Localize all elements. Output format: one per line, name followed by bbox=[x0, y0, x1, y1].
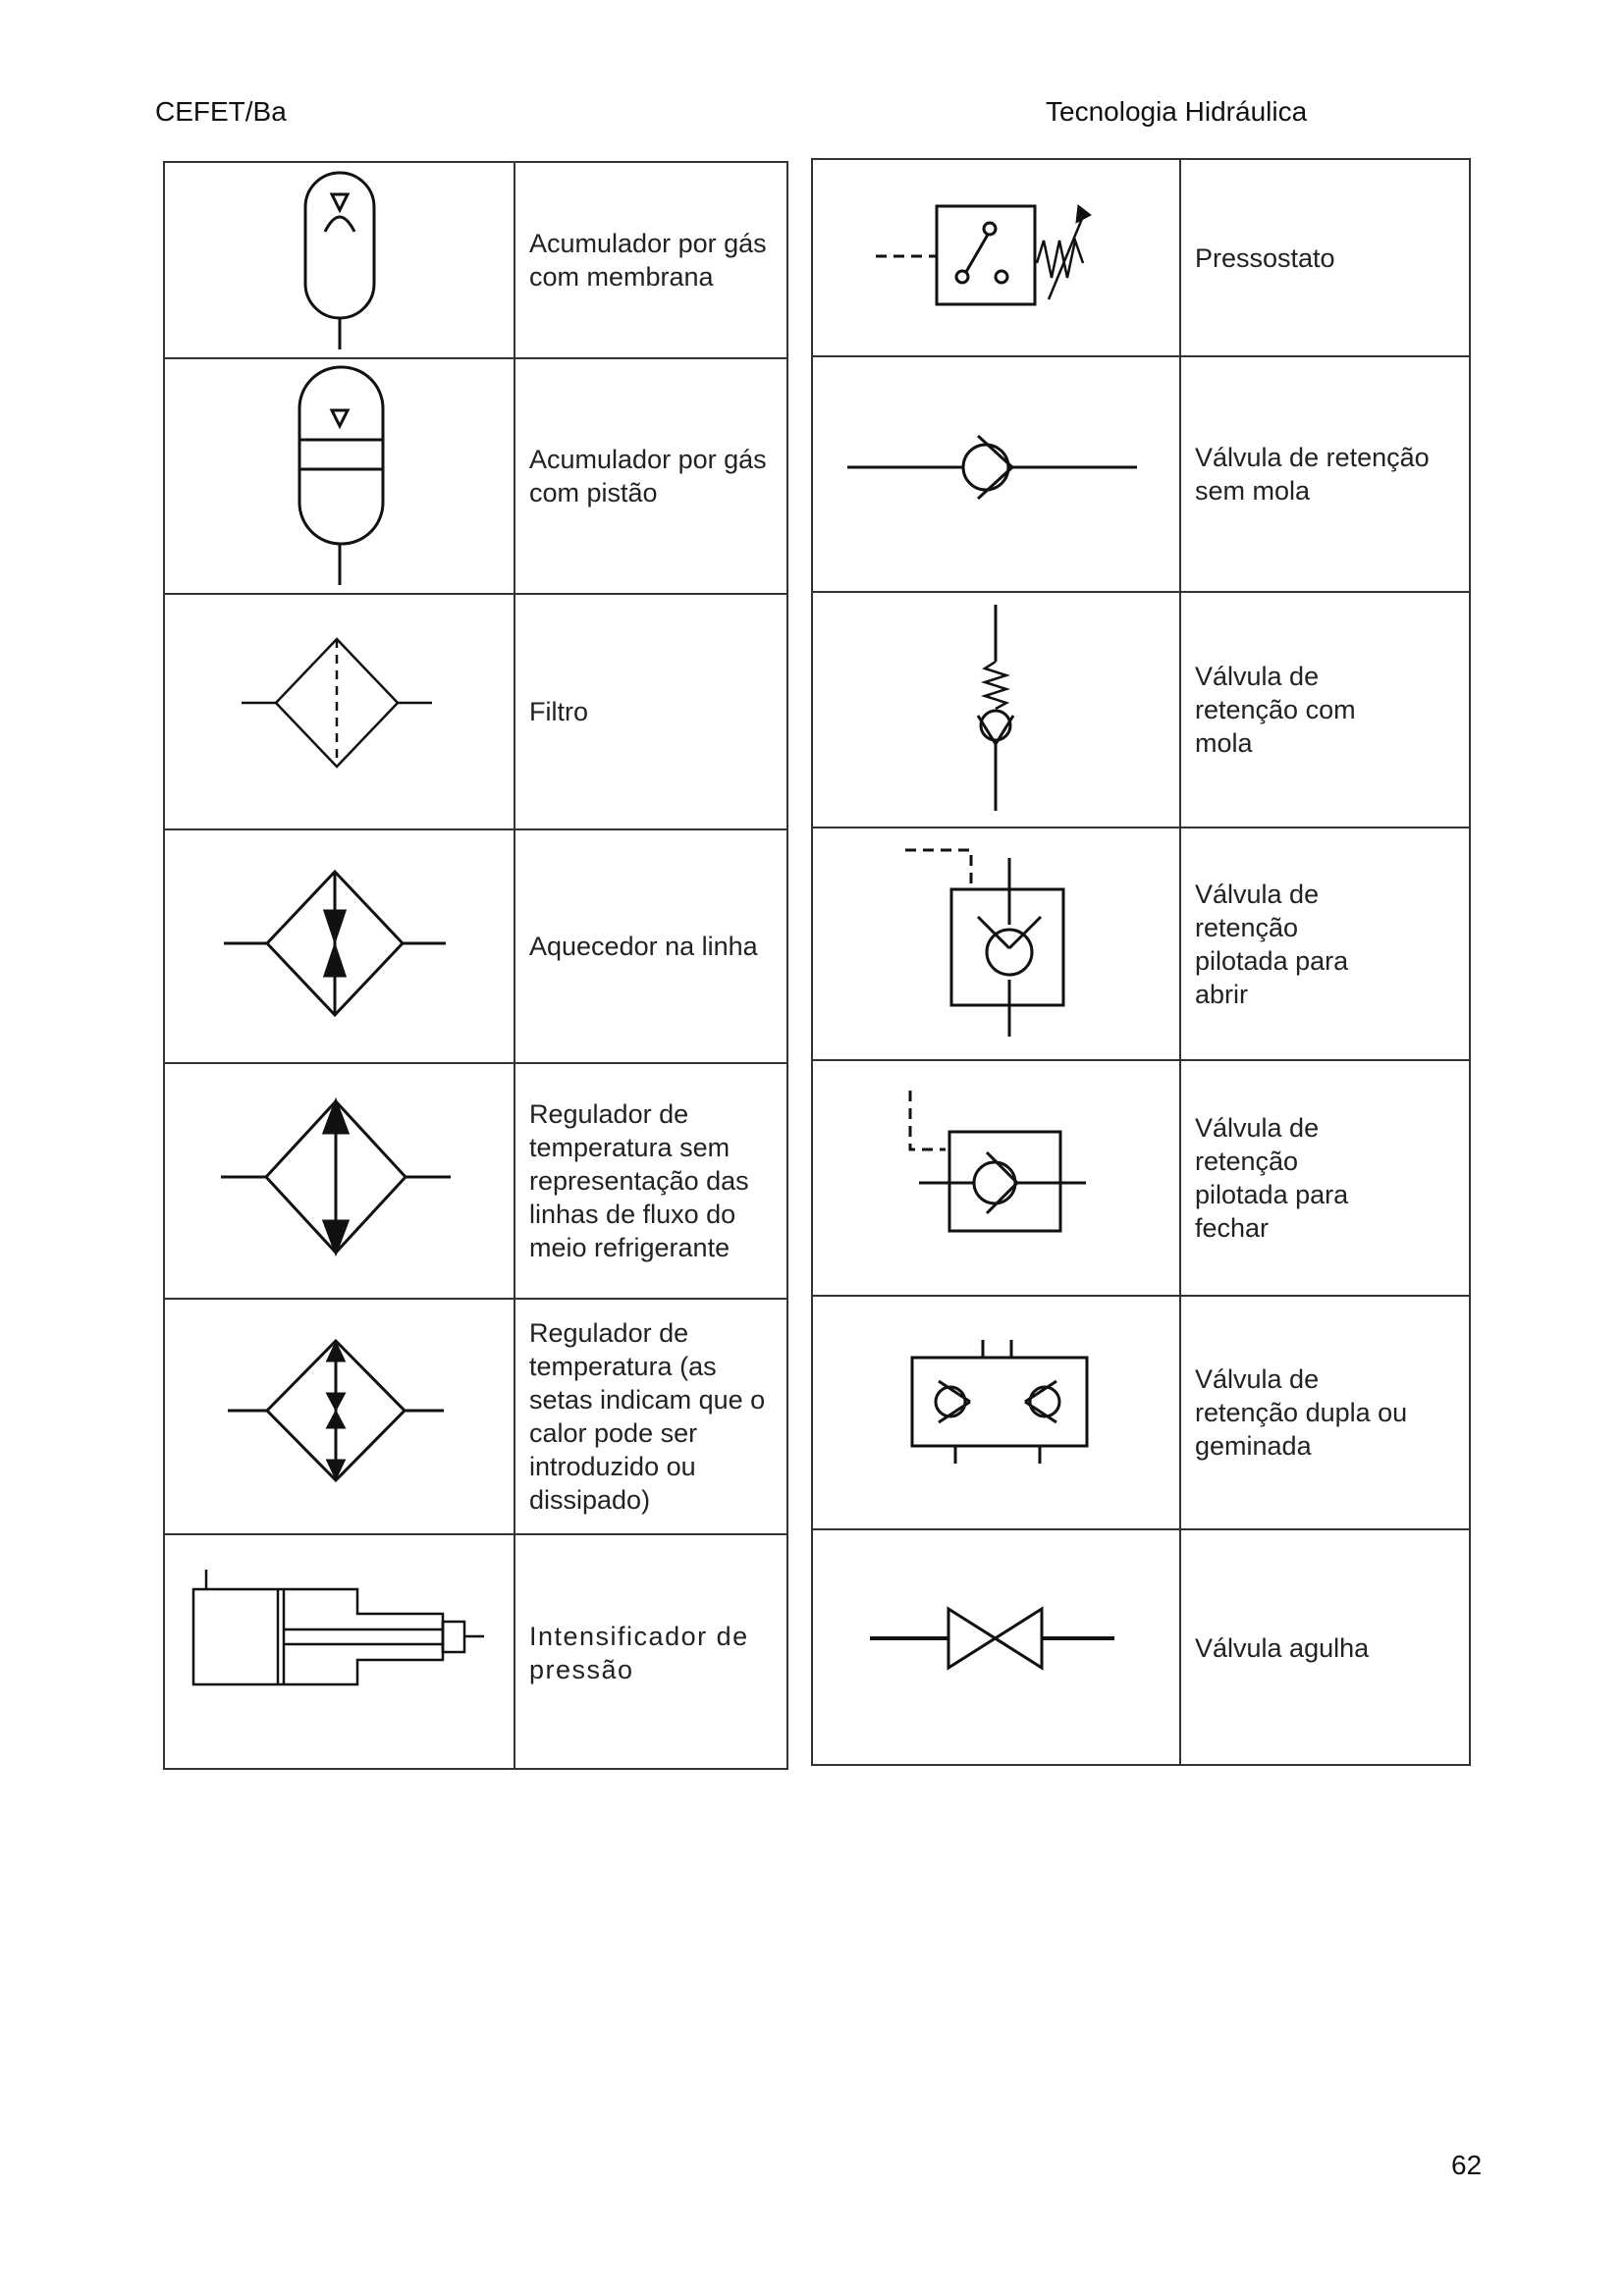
needle-valve-symbol bbox=[813, 1530, 1179, 1766]
symbol-label: Válvula agulha bbox=[1195, 1633, 1370, 1663]
symbol-label: Válvula de retenção com mola bbox=[1195, 662, 1356, 758]
left-symbol-table bbox=[163, 161, 788, 1770]
symbol-label: Regulador de temperatura sem representação das linhas de fluxo do meio refrigerante bbox=[529, 1099, 749, 1262]
symbol-cell bbox=[813, 1061, 1181, 1295]
table-row bbox=[813, 357, 1469, 593]
pilot-check-valve-open-symbol bbox=[813, 828, 1179, 1061]
symbol-cell bbox=[813, 1530, 1181, 1766]
filter-symbol bbox=[165, 595, 514, 830]
symbol-cell bbox=[165, 1064, 515, 1298]
symbol-label: Válvula de retenção sem mola bbox=[1195, 443, 1430, 506]
symbol-label: Válvula de retenção pilotada para abrir bbox=[1195, 879, 1349, 1009]
table-row bbox=[165, 1300, 786, 1535]
symbol-label: Aquecedor na linha bbox=[529, 932, 758, 961]
symbol-cell bbox=[813, 160, 1181, 355]
page-number: 62 bbox=[1451, 2150, 1483, 2180]
symbol-cell bbox=[165, 1535, 515, 1770]
table-row bbox=[813, 593, 1469, 828]
table-row bbox=[165, 163, 786, 359]
check-valve-no-spring-symbol bbox=[813, 357, 1179, 593]
symbol-cell bbox=[165, 1300, 515, 1533]
symbol-cell bbox=[165, 359, 515, 593]
symbol-label: Pressostato bbox=[1195, 242, 1335, 273]
symbol-label: Intensificador de pressão bbox=[529, 1621, 749, 1684]
symbol-label: Acumulador por gás com pistão bbox=[529, 445, 767, 507]
table-row bbox=[813, 1530, 1469, 1766]
symbol-label: Regulador de temperatura (as setas indicam que o calor pode ser introduzido ou dissipado) bbox=[529, 1318, 766, 1515]
header-left: CEFET/Ba bbox=[155, 96, 287, 127]
symbol-cell bbox=[813, 1297, 1181, 1528]
symbol-cell bbox=[813, 593, 1181, 827]
symbol-cell bbox=[165, 595, 515, 828]
symbol-label: Válvula de retenção pilotada para fechar bbox=[1195, 1113, 1349, 1243]
symbol-cell bbox=[165, 163, 515, 357]
right-symbol-table bbox=[811, 158, 1471, 1766]
table-row bbox=[165, 359, 786, 595]
table-row bbox=[165, 1064, 786, 1300]
table-row bbox=[813, 1297, 1469, 1530]
header-right: Tecnologia Hidráulica bbox=[1046, 96, 1308, 127]
symbol-label: Filtro bbox=[529, 697, 588, 726]
temperature-regulator-bidirectional-symbol bbox=[165, 1300, 514, 1535]
symbol-cell bbox=[165, 830, 515, 1062]
pilot-check-valve-close-symbol bbox=[813, 1061, 1179, 1297]
temperature-regulator-symbol bbox=[165, 1064, 514, 1300]
symbol-cell bbox=[813, 828, 1181, 1059]
accumulator-piston-symbol bbox=[165, 359, 514, 595]
heater-symbol bbox=[165, 830, 514, 1064]
accumulator-membrane-symbol bbox=[165, 163, 514, 359]
symbol-label: Acumulador por gás com membrana bbox=[529, 229, 767, 292]
check-valve-spring-symbol bbox=[813, 593, 1179, 828]
symbol-label: Válvula de retenção dupla ou geminada bbox=[1195, 1364, 1408, 1461]
pressure-intensifier-symbol bbox=[165, 1535, 514, 1770]
table-row bbox=[165, 1535, 786, 1770]
table-row bbox=[813, 160, 1469, 357]
table-row bbox=[165, 830, 786, 1064]
table-row bbox=[165, 595, 786, 830]
pressure-switch-symbol bbox=[813, 160, 1179, 357]
table-row bbox=[813, 1061, 1469, 1297]
double-check-valve-symbol bbox=[813, 1297, 1179, 1530]
symbol-cell bbox=[813, 357, 1181, 591]
table-row bbox=[813, 828, 1469, 1061]
